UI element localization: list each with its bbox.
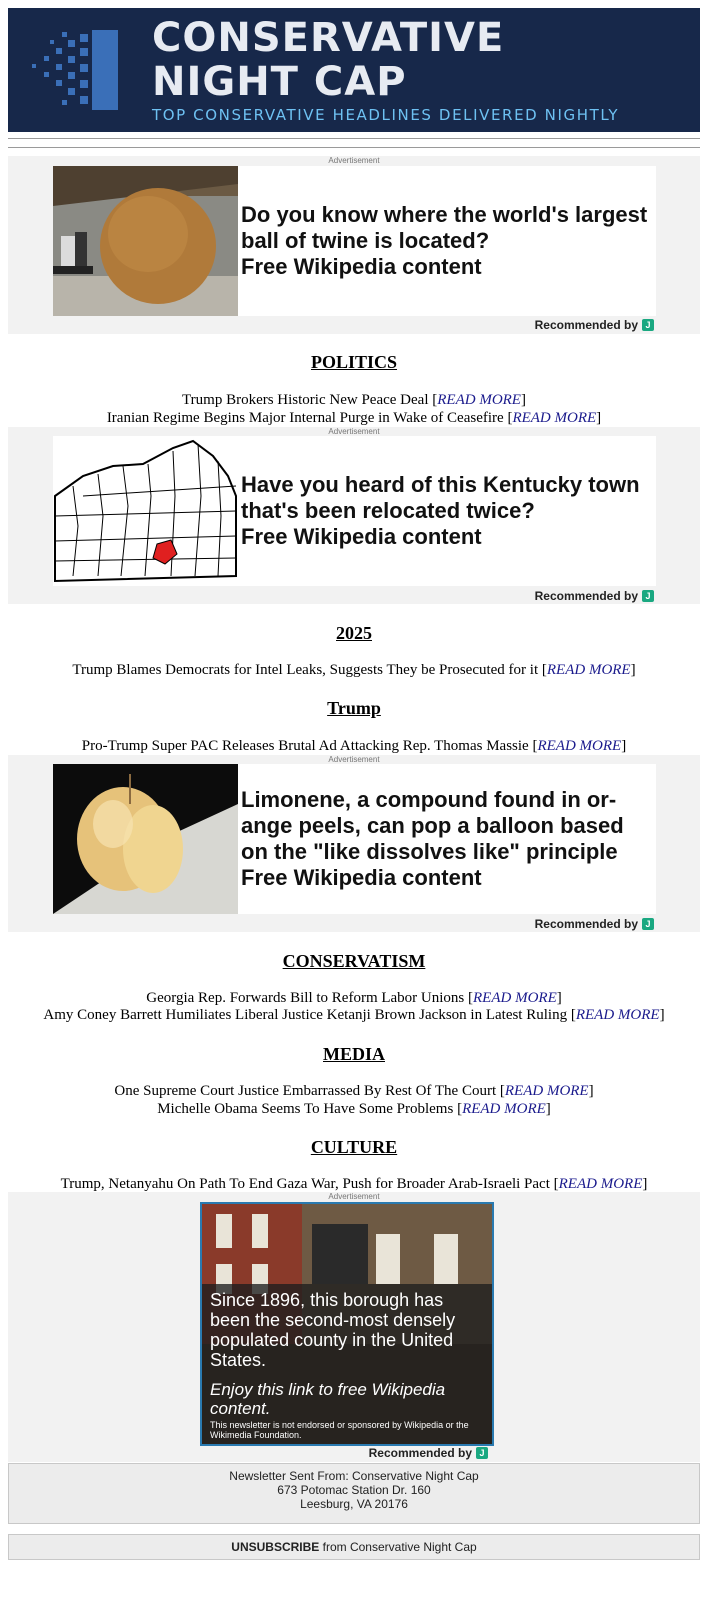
headline-item: Michelle Obama Seems To Have Some Problems [READ MORE] bbox=[157, 1101, 551, 1117]
ad-block bbox=[8, 156, 700, 334]
ad-headline[interactable]: Do you know where the world's largest ball of twine is located? bbox=[241, 202, 648, 253]
brand-title-line2: NIGHT CAP bbox=[152, 59, 407, 105]
ad-text[interactable] bbox=[241, 764, 651, 914]
headline-item: One Supreme Court Justice Embarrassed By Rest Of The Court [READ MORE] bbox=[114, 1083, 594, 1099]
header-banner[interactable] bbox=[8, 8, 700, 132]
headline-item: Amy Coney Barrett Humiliates Liberal Justice Ketanji Brown Jackson in Latest Ruling [READ MORE] bbox=[43, 1007, 665, 1023]
logo-pixel-icon bbox=[22, 20, 132, 120]
headline-item: Pro-Trump Super PAC Releases Brutal Ad Attacking Rep. Thomas Massie [READ MORE] bbox=[81, 738, 627, 754]
headline-text[interactable]: Trump, Netanyahu On Path To End Gaza War, Push for Broader Arab-Israeli Pact bbox=[60, 1176, 550, 1192]
jeeng-logo-icon: J bbox=[642, 590, 654, 602]
headline-item: Iranian Regime Begins Major Internal Purge in Wake of Ceasefire [READ MORE] bbox=[106, 410, 602, 426]
recommended-by[interactable] bbox=[369, 1446, 488, 1460]
recommended-by[interactable] bbox=[535, 318, 654, 332]
ad-card[interactable] bbox=[53, 764, 656, 914]
headline-text[interactable]: Trump Blames Democrats for Intel Leaks, Suggests They be Prosecuted for it bbox=[72, 662, 539, 678]
divider bbox=[8, 138, 700, 139]
brand-title-line1: CONSERVATIVE bbox=[152, 15, 505, 61]
headline-text[interactable]: Pro-Trump Super PAC Releases Brutal Ad Attacking Rep. Thomas Massie bbox=[81, 738, 529, 754]
read-more-link[interactable]: READ MORE bbox=[462, 1101, 546, 1117]
ad-label: Advertisement bbox=[328, 1192, 380, 1201]
recommended-by[interactable] bbox=[535, 917, 654, 931]
ad-label: Advertisement bbox=[328, 755, 380, 764]
headline-item: Trump, Netanyahu On Path To End Gaza War, Push for Broader Arab-Israeli Pact [READ MORE] bbox=[60, 1176, 648, 1192]
headline-text[interactable]: Michelle Obama Seems To Have Some Problems bbox=[157, 1101, 454, 1117]
read-more-link[interactable]: READ MORE bbox=[473, 990, 557, 1006]
jeeng-logo-icon: J bbox=[642, 319, 654, 331]
footer-street: 673 Potomac Station Dr. 160 bbox=[277, 1483, 431, 1497]
read-more-link[interactable]: READ MORE bbox=[537, 738, 622, 754]
headline-text[interactable]: Amy Coney Barrett Humiliates Liberal Justice Ketanji Brown Jackson in Latest Ruling bbox=[43, 1007, 568, 1023]
ad-disclaimer: This newsletter is not endorsed or sponsored by Wikipedia or the Wikimedia Foundation. bbox=[210, 1420, 469, 1440]
read-more-link[interactable]: READ MORE bbox=[504, 1083, 589, 1099]
kentucky-map-image bbox=[53, 436, 238, 586]
headline-item: Trump Blames Democrats for Intel Leaks, Suggests They be Prosecuted for it [READ MORE] bbox=[72, 662, 636, 678]
read-more-link[interactable]: READ MORE bbox=[437, 392, 521, 408]
ad-cta[interactable]: Enjoy this link to free Wikipedia content. bbox=[210, 1380, 446, 1418]
ad-subline[interactable]: Free Wikipedia content bbox=[241, 524, 482, 549]
ad-headline[interactable]: Since 1896, this borough has been the second-most densely populated county in the United States. bbox=[210, 1290, 456, 1370]
ad-block bbox=[8, 1192, 700, 1462]
section-title-politics: POLITICS bbox=[310, 352, 398, 372]
headline-item: Georgia Rep. Forwards Bill to Reform Labor Unions [READ MORE] bbox=[146, 990, 562, 1006]
twine-ball-image bbox=[53, 166, 238, 316]
ad-card[interactable] bbox=[53, 166, 656, 316]
read-more-link[interactable]: READ MORE bbox=[575, 1007, 660, 1023]
unsubscribe-text: from Conservative Night Cap bbox=[319, 1540, 477, 1554]
ad-subline[interactable]: Free Wikipedia content bbox=[241, 254, 482, 279]
ad-headline[interactable]: Have you heard of this Kentucky town that's been relocated twice? bbox=[241, 472, 640, 523]
headline-text[interactable]: Georgia Rep. Forwards Bill to Reform Labor Unions bbox=[146, 990, 465, 1006]
balloon-image bbox=[53, 764, 238, 914]
section-title-2025: 2025 bbox=[336, 623, 372, 643]
recommended-by[interactable] bbox=[535, 589, 654, 603]
footer-city: Leesburg, VA 20176 bbox=[300, 1497, 408, 1511]
read-more-link[interactable]: READ MORE bbox=[558, 1176, 643, 1192]
ad-block bbox=[8, 755, 700, 932]
headline-text[interactable]: Iranian Regime Begins Major Internal Purge in Wake of Ceasefire bbox=[106, 410, 504, 426]
recommended-label: Recommended by bbox=[534, 318, 638, 332]
ad-headline[interactable]: Limonene, a compound found in or-ange peels, can pop a balloon based on the "like dissolves like" principle bbox=[241, 787, 624, 864]
borough-ad-card[interactable] bbox=[200, 1202, 494, 1446]
section-title-media: MEDIA bbox=[323, 1044, 385, 1064]
ad-label: Advertisement bbox=[328, 156, 380, 165]
headline-text[interactable]: Trump Brokers Historic New Peace Deal bbox=[182, 392, 429, 408]
recommended-label: Recommended by bbox=[368, 1446, 472, 1460]
section-title-trump: Trump bbox=[327, 698, 381, 718]
ad-card[interactable] bbox=[53, 436, 656, 586]
footer-sender: Newsletter Sent From: Conservative Night Cap bbox=[229, 1469, 479, 1483]
jeeng-logo-icon: J bbox=[642, 918, 654, 930]
ad-label: Advertisement bbox=[328, 427, 380, 436]
divider bbox=[8, 147, 700, 148]
read-more-link[interactable]: READ MORE bbox=[546, 662, 631, 678]
ad-container bbox=[8, 1202, 700, 1446]
headline-text[interactable]: One Supreme Court Justice Embarrassed By Rest Of The Court bbox=[114, 1083, 497, 1099]
recommended-label: Recommended by bbox=[534, 589, 638, 603]
section-title-conservatism: CONSERVATISM bbox=[282, 951, 426, 971]
section-title-culture: CULTURE bbox=[310, 1137, 398, 1157]
ad-block bbox=[8, 427, 700, 604]
unsubscribe-link[interactable]: UNSUBSCRIBE bbox=[231, 1540, 320, 1554]
ad-text[interactable] bbox=[241, 436, 651, 586]
ad-subline[interactable]: Free Wikipedia content bbox=[241, 865, 482, 890]
jeeng-logo-icon: J bbox=[476, 1447, 488, 1459]
brand-tagline: TOP CONSERVATIVE HEADLINES DELIVERED NIGHTLY bbox=[152, 106, 620, 124]
footer-address bbox=[8, 1463, 700, 1524]
headline-item: Trump Brokers Historic New Peace Deal [READ MORE] bbox=[182, 392, 526, 408]
read-more-link[interactable]: READ MORE bbox=[512, 410, 597, 426]
recommended-label: Recommended by bbox=[534, 917, 638, 931]
unsubscribe-bar[interactable] bbox=[8, 1534, 700, 1560]
ad-text[interactable] bbox=[241, 166, 651, 316]
